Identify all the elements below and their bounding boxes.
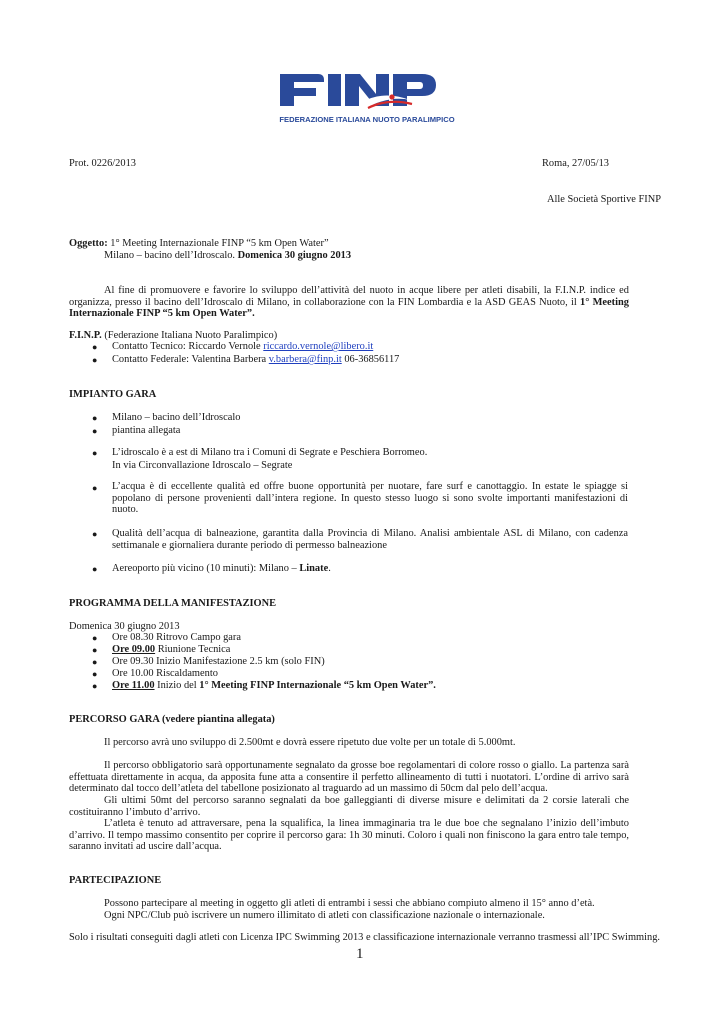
partecipazione-heading: PARTECIPAZIONE bbox=[69, 875, 162, 886]
bullet-icon: ● bbox=[92, 564, 98, 574]
contact-fed-phone: 06-36856117 bbox=[344, 354, 400, 365]
programma-date: Domenica 30 giugno 2013 bbox=[69, 621, 180, 632]
percorso-para-2: Il percorso obbligatorio sarà opportunamente segnalato da grosse boe regolamentari di colore rosso o giallo. La partenza sarà effettuata direttamente in acqua, da apposita fune atta a consentire il perfetto allineamento di tutti i nuotatori. L’ordine di arrivo sarà determinato dal tocco dell’atleta del tabellone posizionato al traguardo ad un massimo di 50cm dal pelo dell’acqua. bbox=[69, 760, 629, 795]
percorso-heading: PERCORSO GARA (vedere piantina allegata) bbox=[69, 714, 275, 725]
subject-line-1 bbox=[69, 238, 329, 250]
bullet-icon: ● bbox=[92, 681, 98, 691]
programma-item-3: Ore 09.30 Inizio Manifestazione 2.5 km (solo FIN) bbox=[112, 656, 325, 667]
contacts-org bbox=[69, 330, 277, 342]
programma-item-5-time: Ore 11.00 bbox=[112, 680, 155, 691]
programma-item-2-text: Riunione Tecnica bbox=[157, 644, 231, 655]
impianto-item-4: L’acqua è di eccellente qualità ed offre buone opportunità per nuotare, fare surf e canottaggio. In estate le spiagge si popolano di persone provenienti dall’intera regione. In questo stesso luogo si sono svolte importanti manifestazioni di nuoto. bbox=[112, 481, 628, 516]
programma-item-2 bbox=[112, 644, 230, 656]
impianto-item-6 bbox=[112, 563, 331, 575]
partecipazione-para-3: Solo i risultati conseguiti dagli atleti con Licenza IPC Swimming 2013 e classificazione internazionale verranno trasmessi all’IPC Swimming. bbox=[69, 932, 660, 943]
percorso-para-3: Gli ultimi 50mt del percorso saranno segnalati da boe galleggianti di diverse misure e delimitati da 2 corsie laterali che costituiranno l’imbuto d’arrivo. bbox=[69, 795, 629, 818]
impianto-heading: IMPIANTO GARA bbox=[69, 389, 157, 400]
contact-fed bbox=[112, 354, 399, 366]
subject-location: Milano – bacino dell’Idroscalo. bbox=[104, 250, 235, 261]
programma-item-5-event: 1° Meeting FINP Internazionale “5 km Open Water”. bbox=[199, 680, 436, 691]
bullet-icon: ● bbox=[92, 529, 98, 539]
impianto-item-5: Qualità dell’acqua di balneazione, garantita dalla Provincia di Milano. Analisi ambientale ASL di Milano, con cadenza settimanale e giornaliera durante periodo di permesso balneazione bbox=[112, 528, 628, 551]
impianto-item-3-line-1: L’idroscalo è a est di Milano tra i Comuni di Segrate e Peschiera Borromeo. bbox=[112, 447, 428, 458]
bullet-icon: ● bbox=[92, 483, 98, 493]
programma-item-1: Ore 08.30 Ritrovo Campo gara bbox=[112, 632, 241, 643]
contacts-org-name: (Federazione Italiana Nuoto Paralimpico) bbox=[104, 330, 278, 341]
airport-period: . bbox=[328, 563, 331, 574]
programma-heading: PROGRAMMA DELLA MANIFESTAZIONE bbox=[69, 598, 277, 609]
subject-line-2 bbox=[104, 250, 351, 262]
programma-item-4: Ore 10.00 Riscaldamento bbox=[112, 668, 218, 679]
recipient: Alle Società Sportive FINP bbox=[547, 194, 661, 205]
contacts-org-acronym: F.I.N.P. bbox=[69, 330, 102, 341]
impianto-item-1: Milano – bacino dell’Idroscalo bbox=[112, 412, 241, 423]
impianto-item-2: piantina allegata bbox=[112, 425, 181, 436]
bullet-icon: ● bbox=[92, 355, 98, 365]
programma-item-5-mid: Inizio del bbox=[157, 680, 197, 691]
bullet-icon: ● bbox=[92, 426, 98, 436]
swimmer-head-icon bbox=[389, 94, 394, 99]
subject-title: 1° Meeting Internazionale FINP “5 km Open Water” bbox=[110, 238, 329, 249]
logo-subtitle: FEDERAZIONE ITALIANA NUOTO PARALIMPICO bbox=[279, 115, 455, 124]
intro-bold-tail: 1° Meeting Internazionale FINP “5 km Open Water”. bbox=[69, 296, 629, 320]
percorso-para-4: L’atleta è tenuto ad attraversare, pena la squalifica, la linea immaginaria tra le due boe che segnalano l’inizio dell’imbuto d’arrivo. Il tempo massimo consentito per coprire il percorso gara: 1h 30 minuti. Coloro i quali non finiscono la gara entro tale tempo, saranno invitati ad uscire dall’acqua. bbox=[69, 818, 629, 853]
partecipazione-para-1: Possono partecipare al meeting in oggetto gli atleti di entrambi i sessi che abbiano compiuto almeno il 15° anno d’età. bbox=[104, 898, 595, 909]
place-date: Roma, 27/05/13 bbox=[542, 158, 609, 169]
airport-name: Linate bbox=[299, 563, 329, 574]
impianto-item-3-line-2: In via Circonvallazione Idroscalo – Segrate bbox=[112, 460, 293, 471]
contact-tech bbox=[112, 341, 373, 353]
contact-tech-label: Contatto Tecnico: Riccardo Vernole bbox=[112, 341, 261, 352]
page-number: 1 bbox=[356, 946, 364, 962]
subject-date: Domenica 30 giugno 2013 bbox=[237, 250, 352, 261]
bullet-icon: ● bbox=[92, 669, 98, 679]
subject-label: Oggetto: bbox=[69, 238, 108, 249]
finp-wordmark-graphic bbox=[280, 74, 436, 108]
bullet-icon: ● bbox=[92, 342, 98, 352]
contact-fed-label: Contatto Federale: Valentina Barbera bbox=[112, 354, 267, 365]
bullet-icon: ● bbox=[92, 633, 98, 643]
contact-fed-email-link[interactable]: v.barbera@finp.it bbox=[268, 354, 342, 365]
intro-paragraph bbox=[69, 285, 629, 320]
bullet-icon: ● bbox=[92, 645, 98, 655]
airport-text: Aereoporto più vicino (10 minuti): Milano – bbox=[112, 563, 297, 574]
contact-tech-email-link[interactable]: riccardo.vernole@libero.it bbox=[263, 341, 374, 352]
bullet-icon: ● bbox=[92, 657, 98, 667]
percorso-para-1: Il percorso avrà uno sviluppo di 2.500mt e dovrà essere ripetuto due volte per un totale di 5.000mt. bbox=[104, 737, 516, 748]
finp-logo bbox=[272, 70, 462, 128]
protocol-number: Prot. 0226/2013 bbox=[69, 158, 136, 169]
partecipazione-para-2: Ogni NPC/Club può iscrivere un numero illimitato di atleti con classificazione nazionale o internazionale. bbox=[104, 910, 545, 921]
bullet-icon: ● bbox=[92, 448, 98, 458]
intro-text: Al fine di promuovere e favorire lo sviluppo dell’attività del nuoto in acque libere per atleti disabili, la F.I.N.P. indice ed organizza, presso il bacino dell’Idroscalo di Milano, in collaborazione con la FIN Lombardia e la ASD GEAS Nuoto, il bbox=[69, 285, 629, 308]
programma-item-2-time: Ore 09.00 bbox=[112, 644, 156, 655]
programma-item-5 bbox=[112, 680, 436, 692]
bullet-icon: ● bbox=[92, 413, 98, 423]
